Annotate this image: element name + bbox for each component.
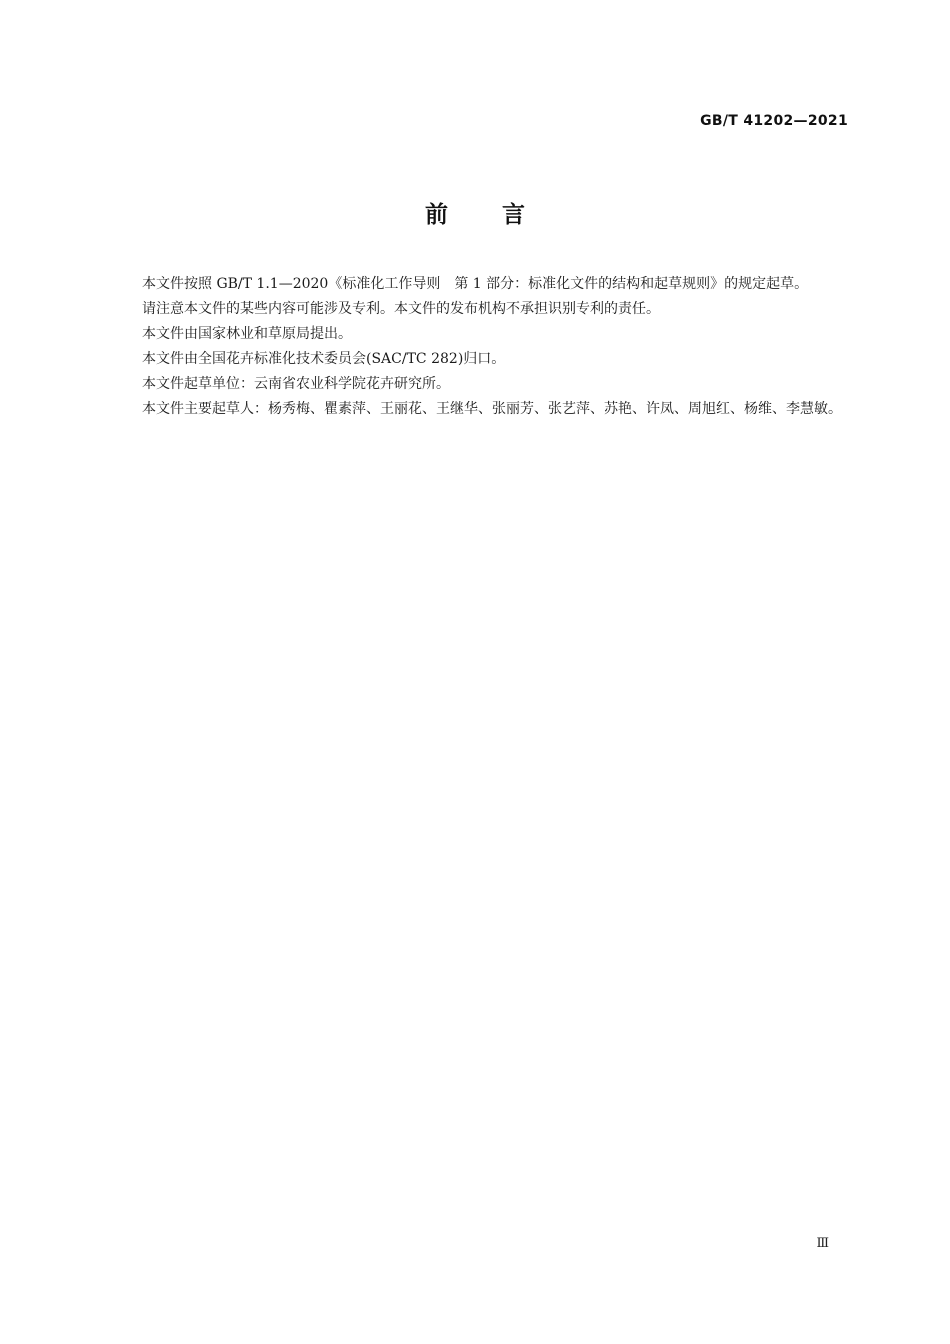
foreword-body [114,272,850,422]
page-title: 前言 [425,202,579,228]
paragraph-proposer: 本文件由国家林业和草原局提出。 [142,326,352,342]
standard-number: GB/T 41202—2021 [700,113,848,129]
paragraph-drafters: 本文件主要起草人：杨秀梅、瞿素萍、王丽花、王继华、张丽芳、张艺萍、苏艳、许凤、周旭红、杨维、李慧敏。 [142,401,842,417]
page-number: Ⅲ [816,1236,829,1251]
paragraph-patent-notice: 请注意本文件的某些内容可能涉及专利。本文件的发布机构不承担识别专利的责任。 [142,301,660,317]
paragraph-committee: 本文件由全国花卉标准化技术委员会(SAC/TC 282)归口。 [142,351,506,367]
paragraph-drafting-unit: 本文件起草单位：云南省农业科学院花卉研究所。 [142,376,450,392]
paragraph-drafting-rules: 本文件按照 GB/T 1.1—2020《标准化工作导则 第 1 部分：标准化文件的结构和起草规则》的规定起草。 [142,276,809,292]
